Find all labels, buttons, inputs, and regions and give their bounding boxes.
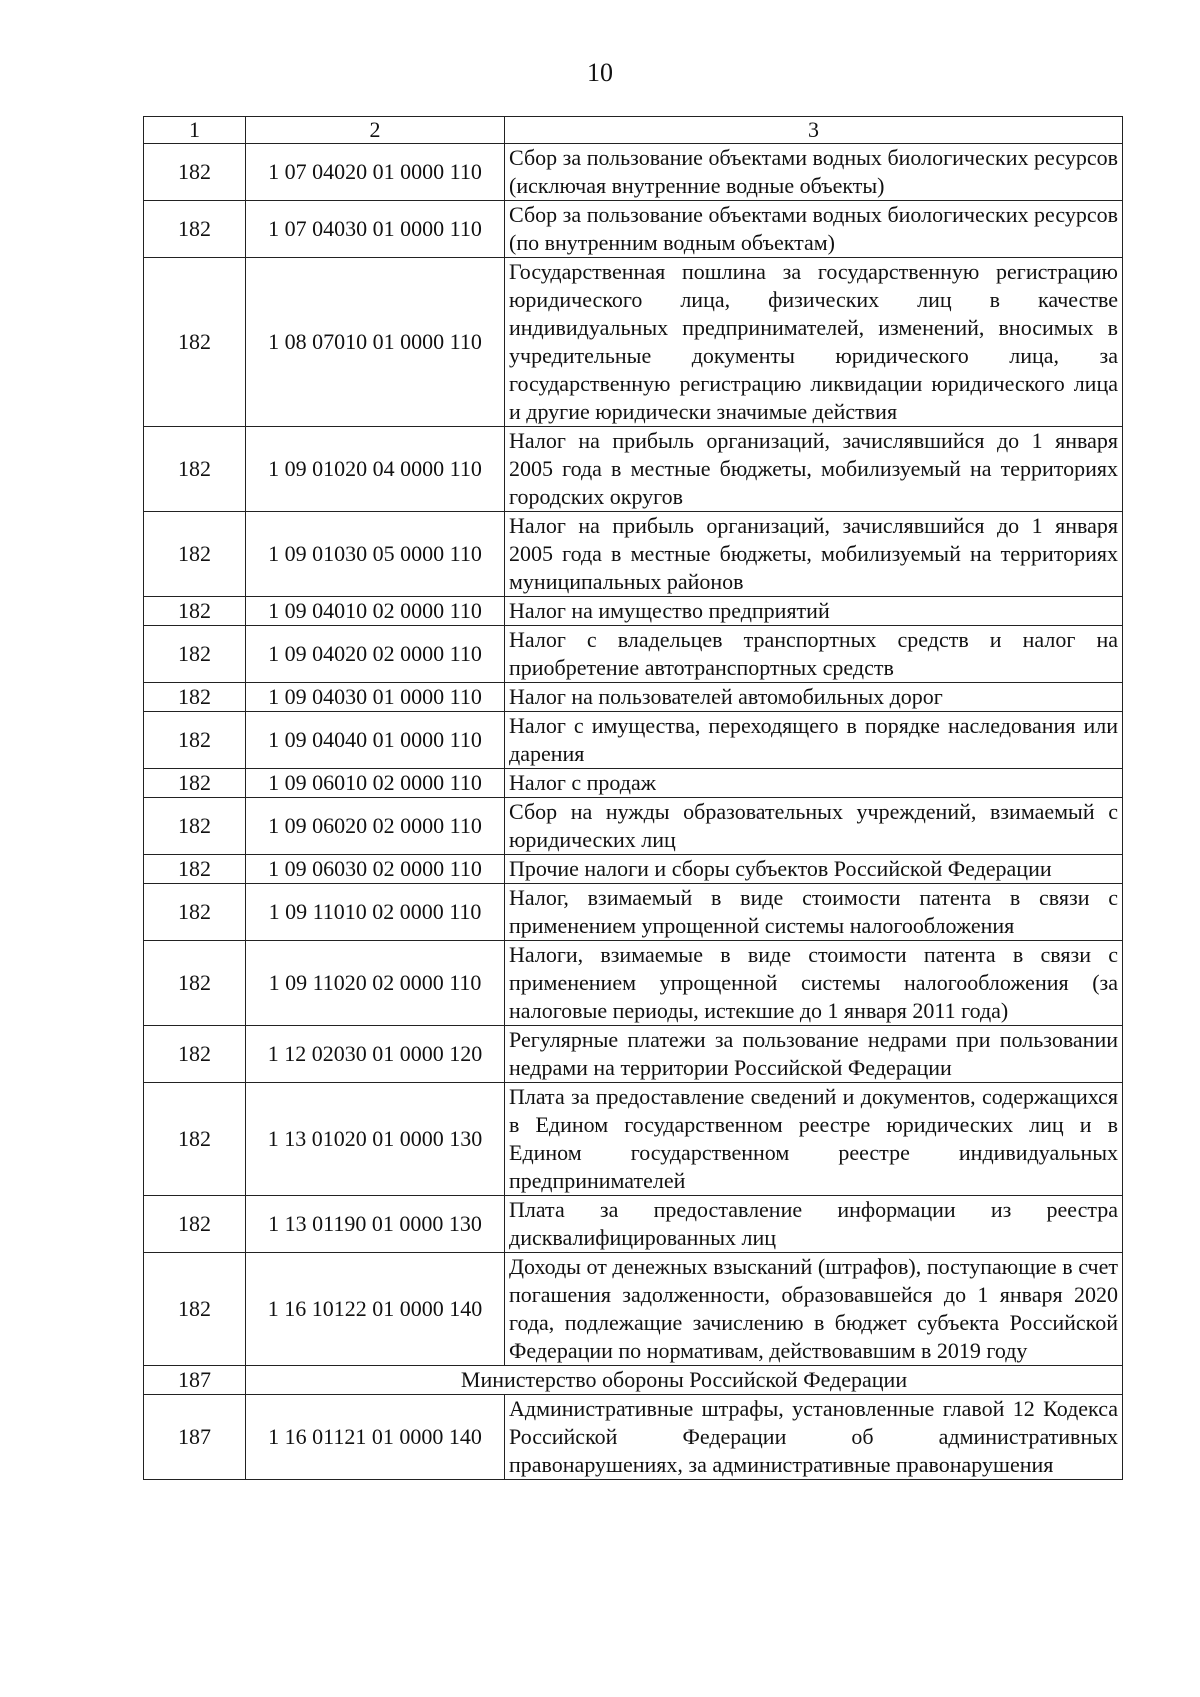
- revenue-name-cell: Налог с имущества, переходящего в порядке наследования или дарения: [505, 712, 1123, 769]
- section-admin-code-cell: 187: [144, 1366, 246, 1395]
- revenue-code-cell: 1 09 11020 02 0000 110: [246, 941, 505, 1026]
- table-row: [144, 1253, 1123, 1366]
- revenue-name-cell: Сбор за пользование объектами водных биологических ресурсов (исключая внутренние водные объекты): [505, 144, 1123, 201]
- revenue-name-cell: Сбор за пользование объектами водных биологических ресурсов (по внутренним водным объектам): [505, 201, 1123, 258]
- revenue-name-cell: Сбор на нужды образовательных учреждений, взимаемый с юридических лиц: [505, 798, 1123, 855]
- admin-code-cell: 187: [144, 1395, 246, 1480]
- revenue-code-cell: 1 09 04030 01 0000 110: [246, 683, 505, 712]
- table-row: [144, 712, 1123, 769]
- admin-code-cell: 182: [144, 769, 246, 798]
- section-title-cell: Министерство обороны Российской Федерации: [246, 1366, 1123, 1395]
- admin-code-cell: 182: [144, 1196, 246, 1253]
- revenue-name-cell: Административные штрафы, установленные главой 12 Кодекса Российской Федерации об административных правонарушениях, за административные правонарушения: [505, 1395, 1123, 1480]
- section-row: [144, 1366, 1123, 1395]
- header-col-3: 3: [505, 117, 1123, 144]
- revenue-name-cell: Налог на имущество предприятий: [505, 597, 1123, 626]
- admin-code-cell: 182: [144, 512, 246, 597]
- admin-code-cell: 182: [144, 884, 246, 941]
- admin-code-cell: 182: [144, 258, 246, 427]
- admin-code-cell: 182: [144, 798, 246, 855]
- table-row: [144, 769, 1123, 798]
- revenue-name-cell: Налог на пользователей автомобильных дорог: [505, 683, 1123, 712]
- revenue-code-cell: 1 09 01030 05 0000 110: [246, 512, 505, 597]
- admin-code-cell: 182: [144, 683, 246, 712]
- revenue-codes-table: [143, 116, 1123, 1480]
- table-row: [144, 427, 1123, 512]
- admin-code-cell: 182: [144, 941, 246, 1026]
- revenue-name-cell: Налог на прибыль организаций, зачислявшийся до 1 января 2005 года в местные бюджеты, мобилизуемый на территориях городских округов: [505, 427, 1123, 512]
- page-number: 10: [587, 58, 613, 87]
- table-header-row: [144, 117, 1123, 144]
- table-row: [144, 597, 1123, 626]
- table-row: [144, 512, 1123, 597]
- revenue-code-cell: 1 09 01020 04 0000 110: [246, 427, 505, 512]
- revenue-name-cell: Прочие налоги и сборы субъектов Российской Федерации: [505, 855, 1123, 884]
- revenue-name-cell: Налог, взимаемый в виде стоимости патента в связи с применением упрощенной системы налогообложения: [505, 884, 1123, 941]
- revenue-code-cell: 1 09 11010 02 0000 110: [246, 884, 505, 941]
- admin-code-cell: 182: [144, 626, 246, 683]
- revenue-code-cell: 1 08 07010 01 0000 110: [246, 258, 505, 427]
- admin-code-cell: 182: [144, 597, 246, 626]
- table-row: [144, 884, 1123, 941]
- revenue-code-cell: 1 09 06020 02 0000 110: [246, 798, 505, 855]
- revenue-name-cell: Государственная пошлина за государственную регистрацию юридического лица, физических лиц в качестве индивидуальных предпринимателей, изменений, вносимых в учредительные документы юридического лица, за государственную регистрацию ликвидации юридического лица и другие юридически значимые действия: [505, 258, 1123, 427]
- revenue-name-cell: Налог на прибыль организаций, зачислявшийся до 1 января 2005 года в местные бюджеты, мобилизуемый на территориях муниципальных районов: [505, 512, 1123, 597]
- table-row: [144, 258, 1123, 427]
- revenue-code-cell: 1 12 02030 01 0000 120: [246, 1026, 505, 1083]
- table-row: [144, 798, 1123, 855]
- revenue-name-cell: Налоги, взимаемые в виде стоимости патента в связи с применением упрощенной системы налогообложения (за налоговые периоды, истекшие до 1 января 2011 года): [505, 941, 1123, 1026]
- admin-code-cell: 182: [144, 1083, 246, 1196]
- revenue-name-cell: Плата за предоставление информации из реестра дисквалифицированных лиц: [505, 1196, 1123, 1253]
- revenue-code-cell: 1 09 04010 02 0000 110: [246, 597, 505, 626]
- revenue-name-cell: Доходы от денежных взысканий (штрафов), поступающие в счет погашения задолженности, образовавшейся до 1 января 2020 года, подлежащие зачислению в бюджет субъекта Российской Федерации по нормативам, действовавшим в 2019 году: [505, 1253, 1123, 1366]
- revenue-code-cell: 1 09 06030 02 0000 110: [246, 855, 505, 884]
- revenue-name-cell: Налог с владельцев транспортных средств и налог на приобретение автотранспортных средств: [505, 626, 1123, 683]
- admin-code-cell: 182: [144, 712, 246, 769]
- admin-code-cell: 182: [144, 201, 246, 258]
- revenue-name-cell: Регулярные платежи за пользование недрами при пользовании недрами на территории Российской Федерации: [505, 1026, 1123, 1083]
- revenue-code-cell: 1 09 06010 02 0000 110: [246, 769, 505, 798]
- admin-code-cell: 182: [144, 855, 246, 884]
- table-row: [144, 201, 1123, 258]
- revenue-code-cell: 1 13 01020 01 0000 130: [246, 1083, 505, 1196]
- revenue-name-cell: Налог с продаж: [505, 769, 1123, 798]
- revenue-code-cell: 1 07 04020 01 0000 110: [246, 144, 505, 201]
- table-row: [144, 941, 1123, 1026]
- revenue-code-cell: 1 09 04020 02 0000 110: [246, 626, 505, 683]
- revenue-code-cell: 1 09 04040 01 0000 110: [246, 712, 505, 769]
- revenue-name-cell: Плата за предоставление сведений и документов, содержащихся в Едином государственном реестре юридических лиц и в Едином государственном реестре индивидуальных предпринимателей: [505, 1083, 1123, 1196]
- admin-code-cell: 182: [144, 1026, 246, 1083]
- table-row: [144, 626, 1123, 683]
- table-row: [144, 1196, 1123, 1253]
- header-col-1: 1: [144, 117, 246, 144]
- table-row: [144, 855, 1123, 884]
- table-row: [144, 144, 1123, 201]
- revenue-code-cell: 1 16 10122 01 0000 140: [246, 1253, 505, 1366]
- header-col-2: 2: [246, 117, 505, 144]
- admin-code-cell: 182: [144, 144, 246, 201]
- admin-code-cell: 182: [144, 427, 246, 512]
- admin-code-cell: 182: [144, 1253, 246, 1366]
- table-row: [144, 683, 1123, 712]
- table-row: [144, 1026, 1123, 1083]
- revenue-code-cell: 1 13 01190 01 0000 130: [246, 1196, 505, 1253]
- table-row: [144, 1395, 1123, 1480]
- revenue-code-cell: 1 07 04030 01 0000 110: [246, 201, 505, 258]
- revenue-code-cell: 1 16 01121 01 0000 140: [246, 1395, 505, 1480]
- table-row: [144, 1083, 1123, 1196]
